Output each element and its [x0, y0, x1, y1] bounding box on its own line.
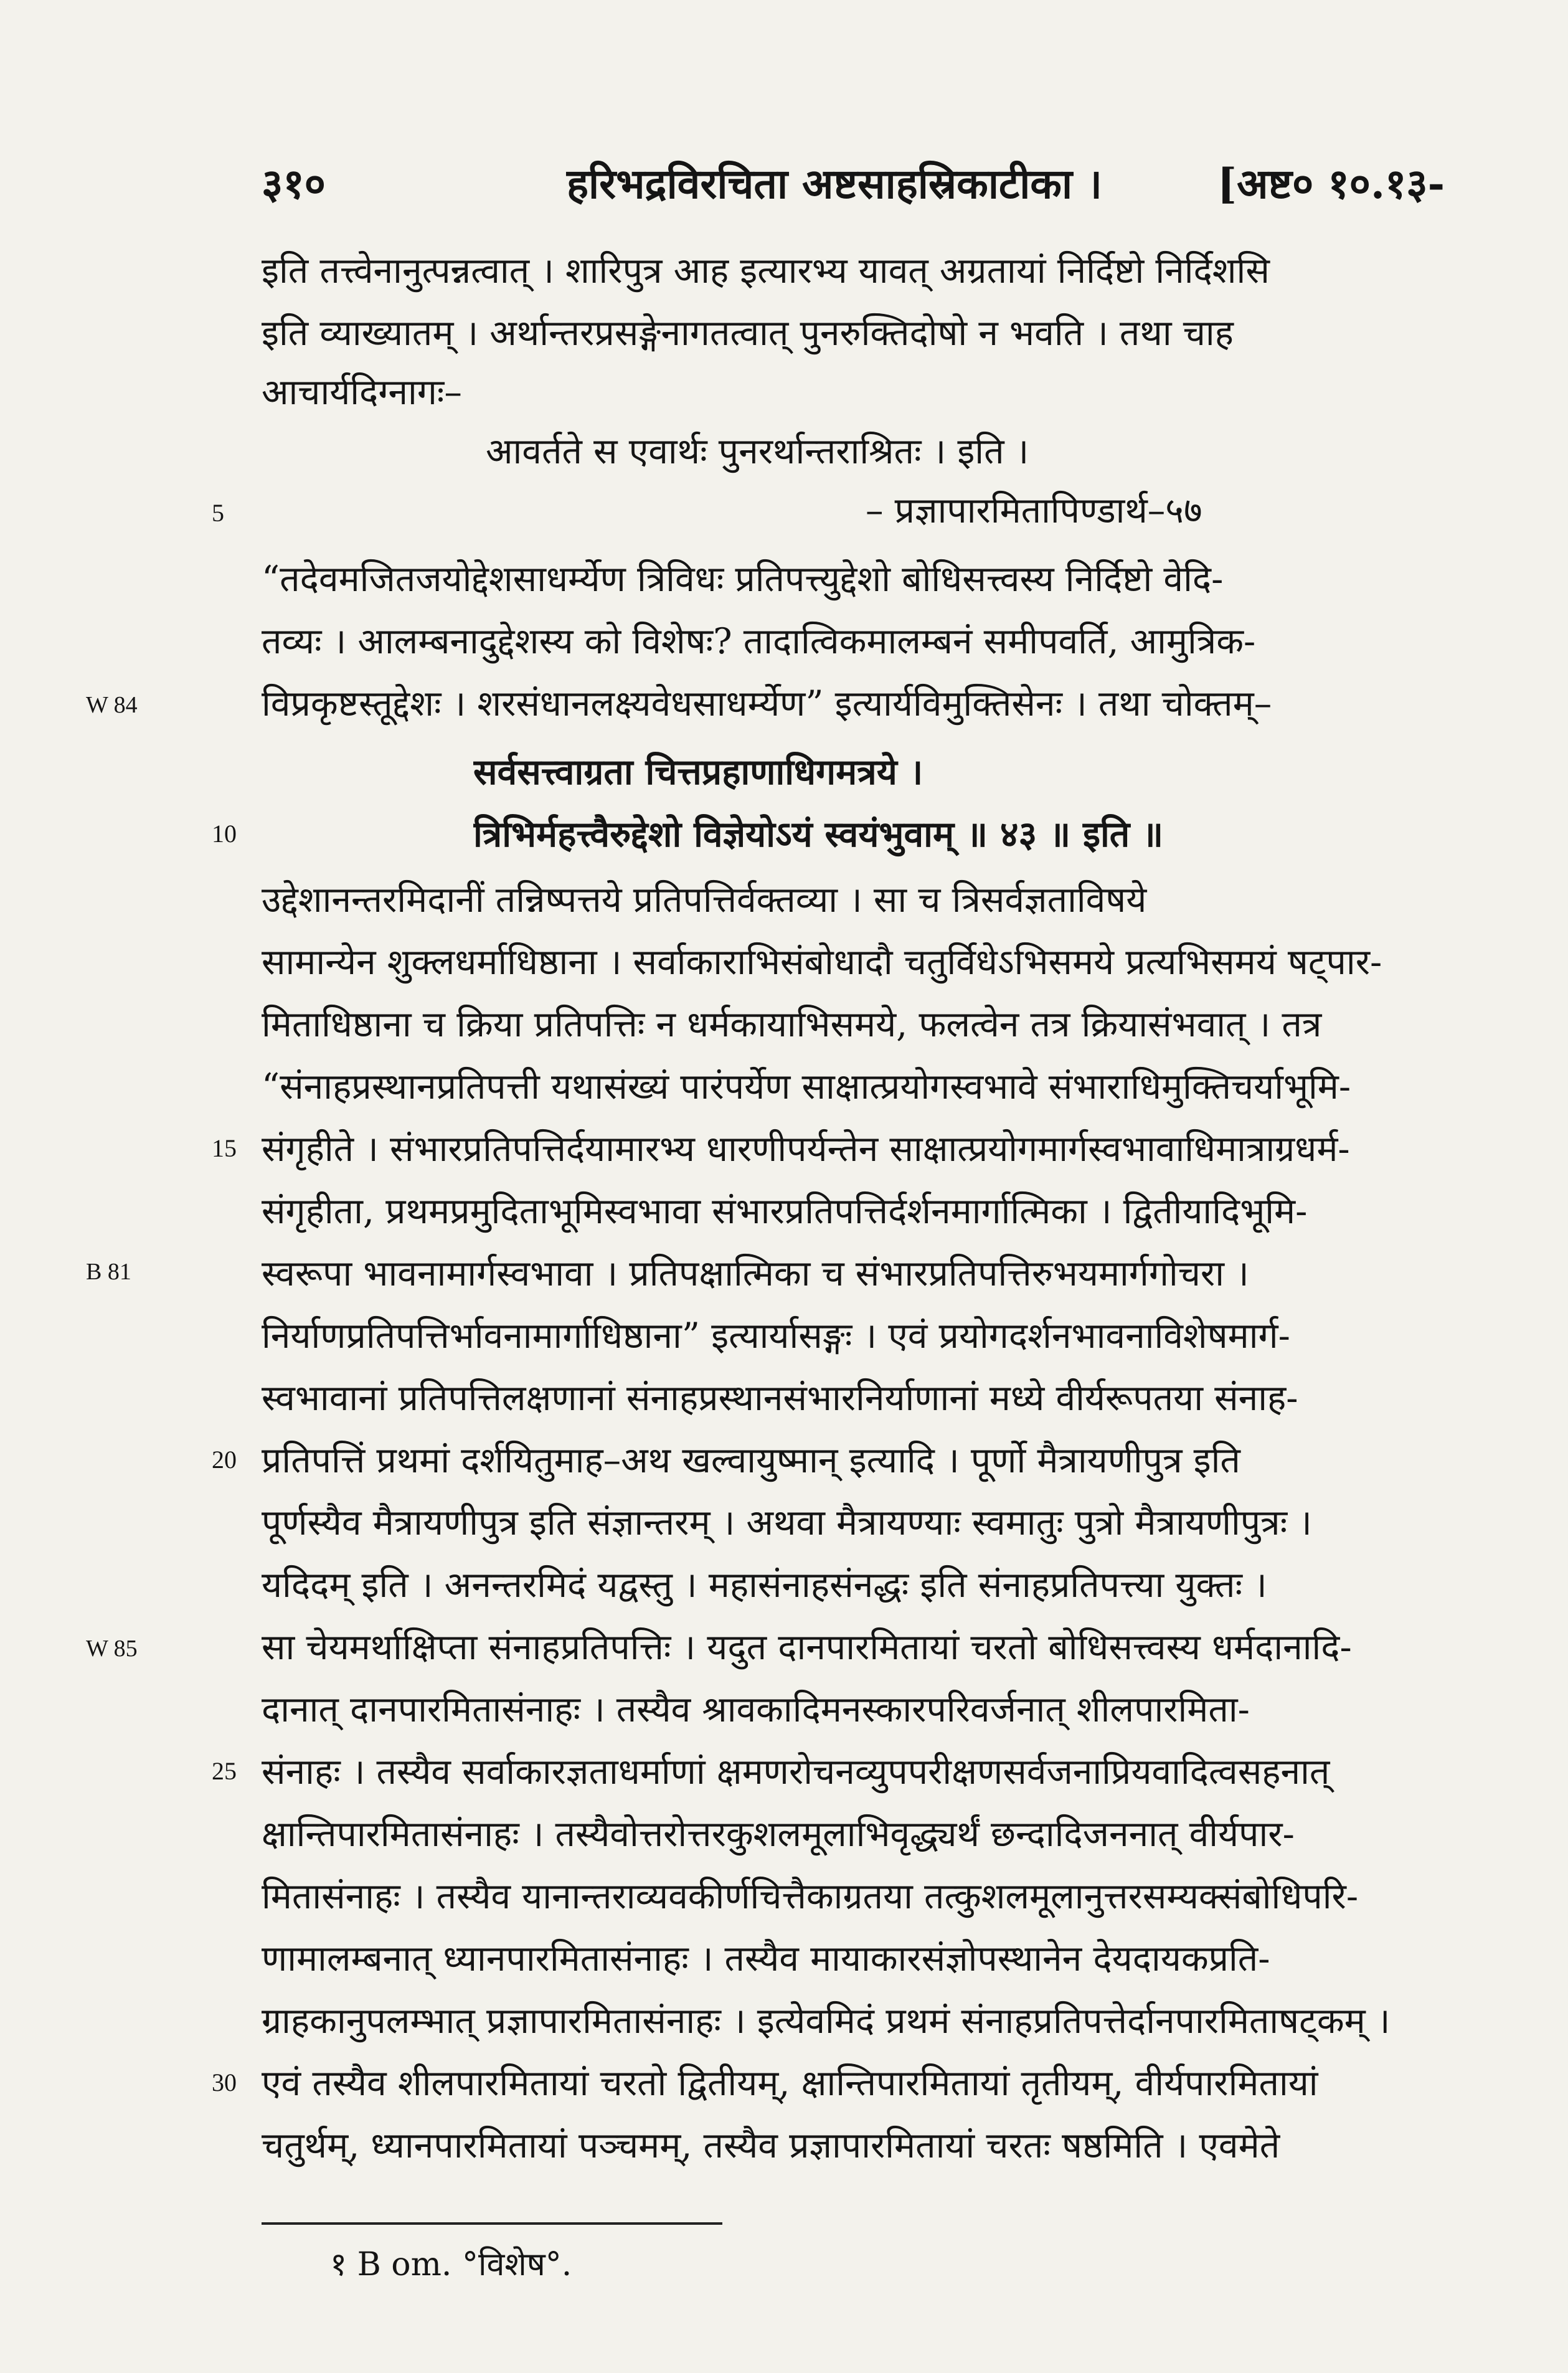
- text-line: संगृहीता, प्रथमप्रमुदिताभूमिस्वभावा संभारप्रतिपत्तिर्दर्शनमार्गात्मिका । द्वितीयादिभूमि-: [262, 1191, 1308, 1232]
- text-line: इति व्याख्यातम् । अर्थान्तरप्रसङ्गेनागतत्वात् पुनरुक्तिदोषो न भवति । तथा चाह: [262, 313, 1234, 354]
- text-line: उद्देशानन्तरमिदानीं तन्निष्पत्तये प्रतिपत्तिर्वक्तव्या । सा च त्रिसर्वज्ञताविषये: [262, 879, 1147, 921]
- text-line: स्वभावानां प्रतिपत्तिलक्षणानां संनाहप्रस्थानसंभारनिर्याणानां मध्ये वीर्यरूपतया संनाह-: [262, 1378, 1298, 1419]
- margin-reference: W 85: [86, 1636, 138, 1662]
- text-line: एवं तस्यैव शीलपारमितायां चरतो द्वितीयम्, क्षान्तिपारमितायां तृतीयम्, वीर्यपारमितायां: [262, 2063, 1318, 2104]
- line-number: 25: [212, 1757, 237, 1785]
- text-line: सामान्येन शुक्लधर्माधिष्ठाना । सर्वाकाराभिसंबोधादौ चतुर्विधेऽभिसमये प्रत्यभिसमयं षट्पार-: [262, 942, 1382, 983]
- text-line: मितासंनाहः । तस्यैव यानान्तराव्यवकीर्णचित्तैकाग्रतया तत्कुशलमूलानुत्तरसम्यक्संबोधिपरि-: [262, 1876, 1359, 1917]
- text-line: निर्याणप्रतिपत्तिर्भावनामार्गाधिष्ठाना” इत्यार्यासङ्गः । एवं प्रयोगदर्शनभावनाविशेषमार्ग-: [262, 1315, 1290, 1357]
- text-line: विप्रकृष्टस्तूद्देशः । शरसंधानलक्ष्यवेधसाधर्म्येण” इत्यार्यविमुक्तिसेनः । तथा चोक्तम्–: [262, 683, 1272, 724]
- line-number: 20: [212, 1446, 237, 1474]
- text-line: ग्राहकानुपलम्भात् प्रज्ञापारमितासंनाहः । इत्येवमिदं प्रथमं संनाहप्रतिपत्तेर्दानपारमिताषट्कम् ।: [262, 2001, 1391, 2042]
- verse-line: सर्वसत्त्वाग्रता चित्तप्रहाणाधिगमत्रये ।: [473, 751, 923, 793]
- text-line: मिताधिष्ठाना च क्रिया प्रतिपत्तिः न धर्मकायाभिसमये, फलत्वेन तत्र क्रियासंभवात् । तत्र: [262, 1004, 1322, 1045]
- line-number: 15: [212, 1134, 237, 1162]
- footnote-rule: [262, 2222, 722, 2225]
- text-line: स्वरूपा भावनामार्गस्वभावा । प्रतिपक्षात्मिका च संभारप्रतिपत्तिरुभयमार्गगोचरा ।: [262, 1253, 1249, 1294]
- running-header: [262, 154, 1445, 211]
- text-line: यदिदम् इति । अनन्तरमिदं यद्वस्तु । महासंनाहसंनद्धः इति संनाहप्रतिपत्त्या युक्तः ।: [262, 1565, 1267, 1606]
- running-title: हरिभद्रविरचिता अष्टसाहस्रिकाटीका ।: [567, 159, 1103, 208]
- text-line: “तदेवमजितजयोद्देशसाधर्म्येण त्रिविधः प्रतिपत्त्युद्देशो बोधिसत्त्वस्य निर्दिष्टो वेदि-: [262, 559, 1224, 600]
- text-line: चतुर्थम्, ध्यानपारमितायां पञ्चमम्, तस्यैव प्रज्ञापारमितायां चरतः षष्ठमिति । एवमेते: [262, 2125, 1280, 2166]
- verse-line: त्रिभिर्महत्त्वैरुद्देशो विज्ञेयोऽयं स्वयंभुवाम् ॥ ४३ ॥ इति ॥: [473, 813, 1164, 855]
- text-line: क्षान्तिपारमितासंनाहः । तस्यैवोत्तरोत्तरकुशलमूलाभिवृद्ध्यर्थं छन्दादिजननात् वीर्यपार-: [262, 1814, 1295, 1855]
- text-line: पूर्णस्यैव मैत्रायणीपुत्र इति संज्ञान्तरम् । अथवा मैत्रायण्याः स्वमातुः पुत्रो मैत्रायणीपुत्रः ।: [262, 1502, 1312, 1543]
- footnote: १ B om. °विशेष°.: [330, 2246, 572, 2283]
- text-line: प्रतिपत्तिं प्रथमां दर्शयितुमाह–अथ खल्वायुष्मान् इत्यादि । पूर्णो मैत्रायणीपुत्र इति: [262, 1440, 1240, 1481]
- source-citation: – प्रज्ञापारमितापिण्डार्थ–५७: [866, 490, 1202, 531]
- text-line: आचार्यदिग्नागः–: [262, 372, 462, 413]
- section-reference: [अष्ट० १०.१३-: [1217, 159, 1445, 208]
- line-number: 30: [212, 2068, 237, 2096]
- text-line: दानात् दानपारमितासंनाहः । तस्यैव श्रावकादिमनस्कारपरिवर्जनात् शीलपारमिता-: [262, 1689, 1250, 1730]
- line-number: 10: [212, 820, 237, 848]
- line-number: 5: [212, 499, 224, 527]
- margin-reference: W 84: [86, 692, 138, 718]
- page-number: ३१०: [262, 159, 326, 208]
- text-line: तव्यः । आलम्बनादुद्देशस्य को विशेषः? तादात्विकमालम्बनं समीपवर्ति, आमुत्रिक-: [262, 621, 1256, 662]
- margin-reference: B 81: [86, 1259, 131, 1285]
- text-line: सा चेयमर्थाक्षिप्ता संनाहप्रतिपत्तिः । यदुत दानपारमितायां चरतो बोधिसत्त्वस्य धर्मदानादि-: [262, 1627, 1352, 1668]
- verse-quote-line: आवर्तते स एवार्थः पुनरर्थान्तराश्रितः । इति ।: [486, 431, 1029, 472]
- text-line: “संनाहप्रस्थानप्रतिपत्ती यथासंख्यं पारंपर्येण साक्षात्प्रयोगस्वभावे संभाराधिमुक्तिचर्याभूमि-: [262, 1066, 1351, 1107]
- text-line: णामालम्बनात् ध्यानपारमितासंनाहः । तस्यैव मायाकारसंज्ञोपस्थानेन देयदायकप्रति-: [262, 1938, 1270, 1979]
- text-line: इति तत्त्वेनानुत्पन्नत्वात् । शारिपुत्र आह इत्यारभ्य यावत् अग्रतायां निर्दिष्टो निर्दिशसि: [262, 250, 1270, 291]
- text-line: संगृहीते । संभारप्रतिपत्तिर्दयामारभ्य धारणीपर्यन्तेन साक्षात्प्रयोगमार्गस्वभावाधिमात्राग्रधर्म-: [262, 1129, 1350, 1170]
- text-line: संनाहः । तस्यैव सर्वाकारज्ञताधर्माणां क्षमणरोचनव्युपपरीक्षणसर्वजनाप्रियवादित्वसहनात्: [262, 1751, 1330, 1793]
